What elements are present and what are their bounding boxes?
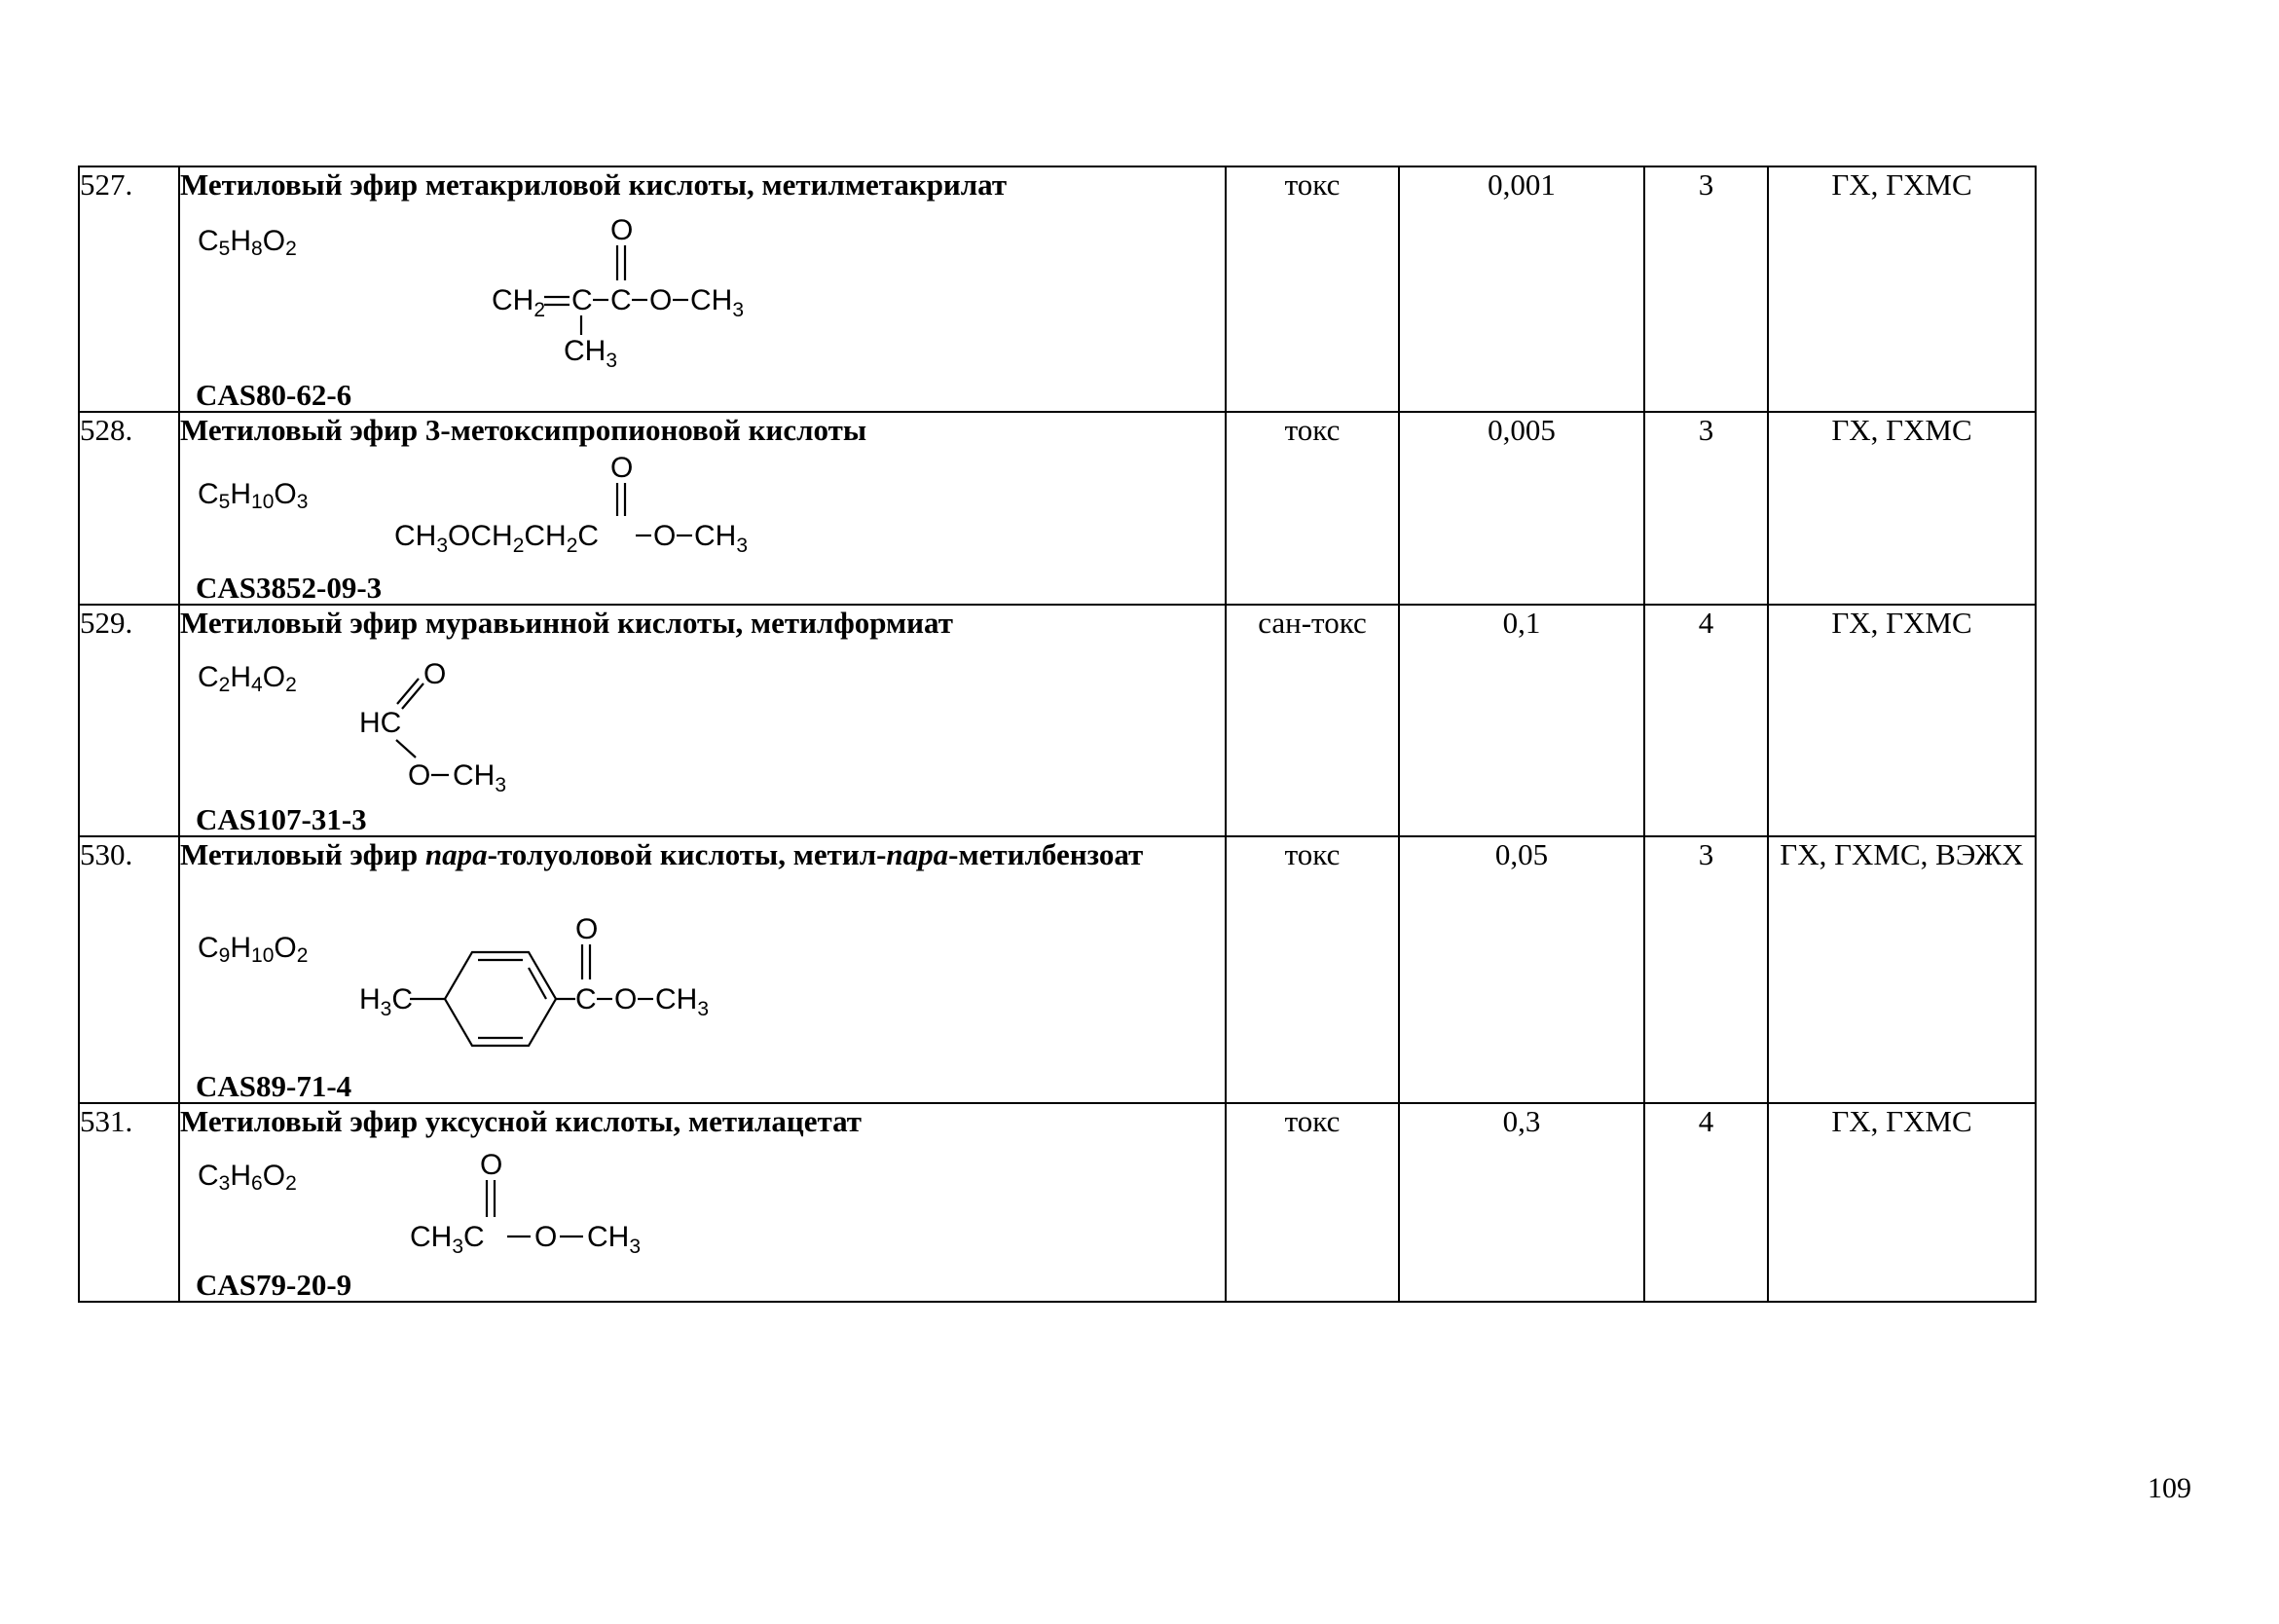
svg-text:CH3: $CH_3$ xyxy=(453,759,507,796)
cas-number: CAS3852-09-3 xyxy=(196,571,383,605)
substance-name: Метиловый эфир муравьинной кислоты, метилформиат xyxy=(180,606,953,640)
substance-cell xyxy=(179,412,1226,605)
hazard-level: 3 xyxy=(1644,412,1768,605)
hazard-class: токс xyxy=(1226,412,1399,605)
methods: ГХ, ГХМС xyxy=(1768,412,2036,605)
hazard-class: сан-токс xyxy=(1226,605,1399,836)
methods: ГХ, ГХМС xyxy=(1768,1103,2036,1302)
svg-text:CH3C: $CH_3C$ xyxy=(410,1221,485,1258)
svg-text:CH2: $CH_2$ xyxy=(492,284,546,321)
table-row xyxy=(79,412,2036,605)
substance-cell xyxy=(179,605,1226,836)
value: 0,001 xyxy=(1399,166,1644,412)
svg-text:CH3: $CH_3$ xyxy=(587,1221,642,1258)
methods: ГХ, ГХМС xyxy=(1768,605,2036,836)
svg-text:O: O xyxy=(408,759,431,792)
substance-cell xyxy=(179,1103,1226,1302)
methods: ГХ, ГХМС, ВЭЖХ xyxy=(1768,836,2036,1103)
structural-formula xyxy=(180,167,1227,413)
svg-text:O: O xyxy=(653,520,677,552)
molecular-formula: $C_5H_{10}O_3$ xyxy=(198,478,309,513)
molecular-formula: $C_2H_4O_2$ xyxy=(198,661,297,696)
molecular-formula: $C_5H_8O_2$ xyxy=(198,225,297,260)
value: 0,1 xyxy=(1399,605,1644,836)
value: 0,005 xyxy=(1399,412,1644,605)
value: 0,3 xyxy=(1399,1103,1644,1302)
row-number: 528. xyxy=(79,412,179,605)
svg-text:O: O xyxy=(534,1221,558,1253)
hazard-class: токс xyxy=(1226,836,1399,1103)
table-row xyxy=(79,605,2036,836)
svg-text:O: O xyxy=(610,452,634,484)
table-row xyxy=(79,166,2036,412)
substance-name: Метиловый эфир метакриловой кислоты, метилметакрилат xyxy=(180,167,1008,202)
hazard-level: 3 xyxy=(1644,836,1768,1103)
table-row xyxy=(79,836,2036,1103)
svg-text:H3C: $H_3C$ xyxy=(359,983,414,1020)
svg-text:O: O xyxy=(614,983,638,1015)
svg-text:O: O xyxy=(649,284,673,316)
hazard-level: 3 xyxy=(1644,166,1768,412)
svg-text:CH3: $CH_3$ xyxy=(655,983,710,1020)
value: 0,05 xyxy=(1399,836,1644,1103)
table-row xyxy=(79,1103,2036,1302)
row-number: 531. xyxy=(79,1103,179,1302)
svg-text:O: O xyxy=(610,214,634,246)
cas-number: CAS89-71-4 xyxy=(196,1069,352,1103)
substances-table xyxy=(78,166,2037,1303)
row-number: 529. xyxy=(79,605,179,836)
hazard-class: токс xyxy=(1226,1103,1399,1302)
hazard-class: токс xyxy=(1226,166,1399,412)
svg-text:CH3: $CH_3$ xyxy=(694,520,749,557)
cas-number: CAS107-31-3 xyxy=(196,802,367,836)
svg-text:C: C xyxy=(575,983,597,1015)
row-number: 530. xyxy=(79,836,179,1103)
row-number: 527. xyxy=(79,166,179,412)
hazard-level: 4 xyxy=(1644,1103,1768,1302)
methods: ГХ, ГХМС xyxy=(1768,166,2036,412)
substance-name: Метиловый эфир пара-толуоловой кислоты, метил-пара-метилбензоат xyxy=(180,837,1144,871)
molecular-formula: $C_3H_6O_2$ xyxy=(198,1160,297,1195)
svg-text:CH3: $CH_3$ xyxy=(564,335,618,372)
substance-cell xyxy=(179,836,1226,1103)
substance-cell xyxy=(179,166,1226,412)
svg-text:C: C xyxy=(571,284,593,316)
svg-text:CH3: $CH_3$ xyxy=(690,284,745,321)
svg-text:C: C xyxy=(610,284,632,316)
svg-text:O: O xyxy=(480,1149,503,1181)
substance-name: Метиловый эфир уксусной кислоты, метилацетат xyxy=(180,1104,863,1138)
structural-formula xyxy=(180,837,1227,1104)
svg-text:O: O xyxy=(575,913,599,945)
hazard-level: 4 xyxy=(1644,605,1768,836)
cas-number: CAS80-62-6 xyxy=(196,378,352,412)
substance-name: Метиловый эфир 3-метоксипропионовой кислоты xyxy=(180,413,867,447)
molecular-formula: $C_9H_{10}O_2$ xyxy=(198,932,309,967)
svg-text:HC: HC xyxy=(359,707,402,739)
cas-number: CAS79-20-9 xyxy=(196,1268,352,1302)
svg-text:CH3OCH2CH2C: $CH_3OCH_2CH_2C$ xyxy=(394,520,600,557)
svg-text:O: O xyxy=(423,658,447,690)
page-number: 109 xyxy=(2148,1472,2191,1504)
